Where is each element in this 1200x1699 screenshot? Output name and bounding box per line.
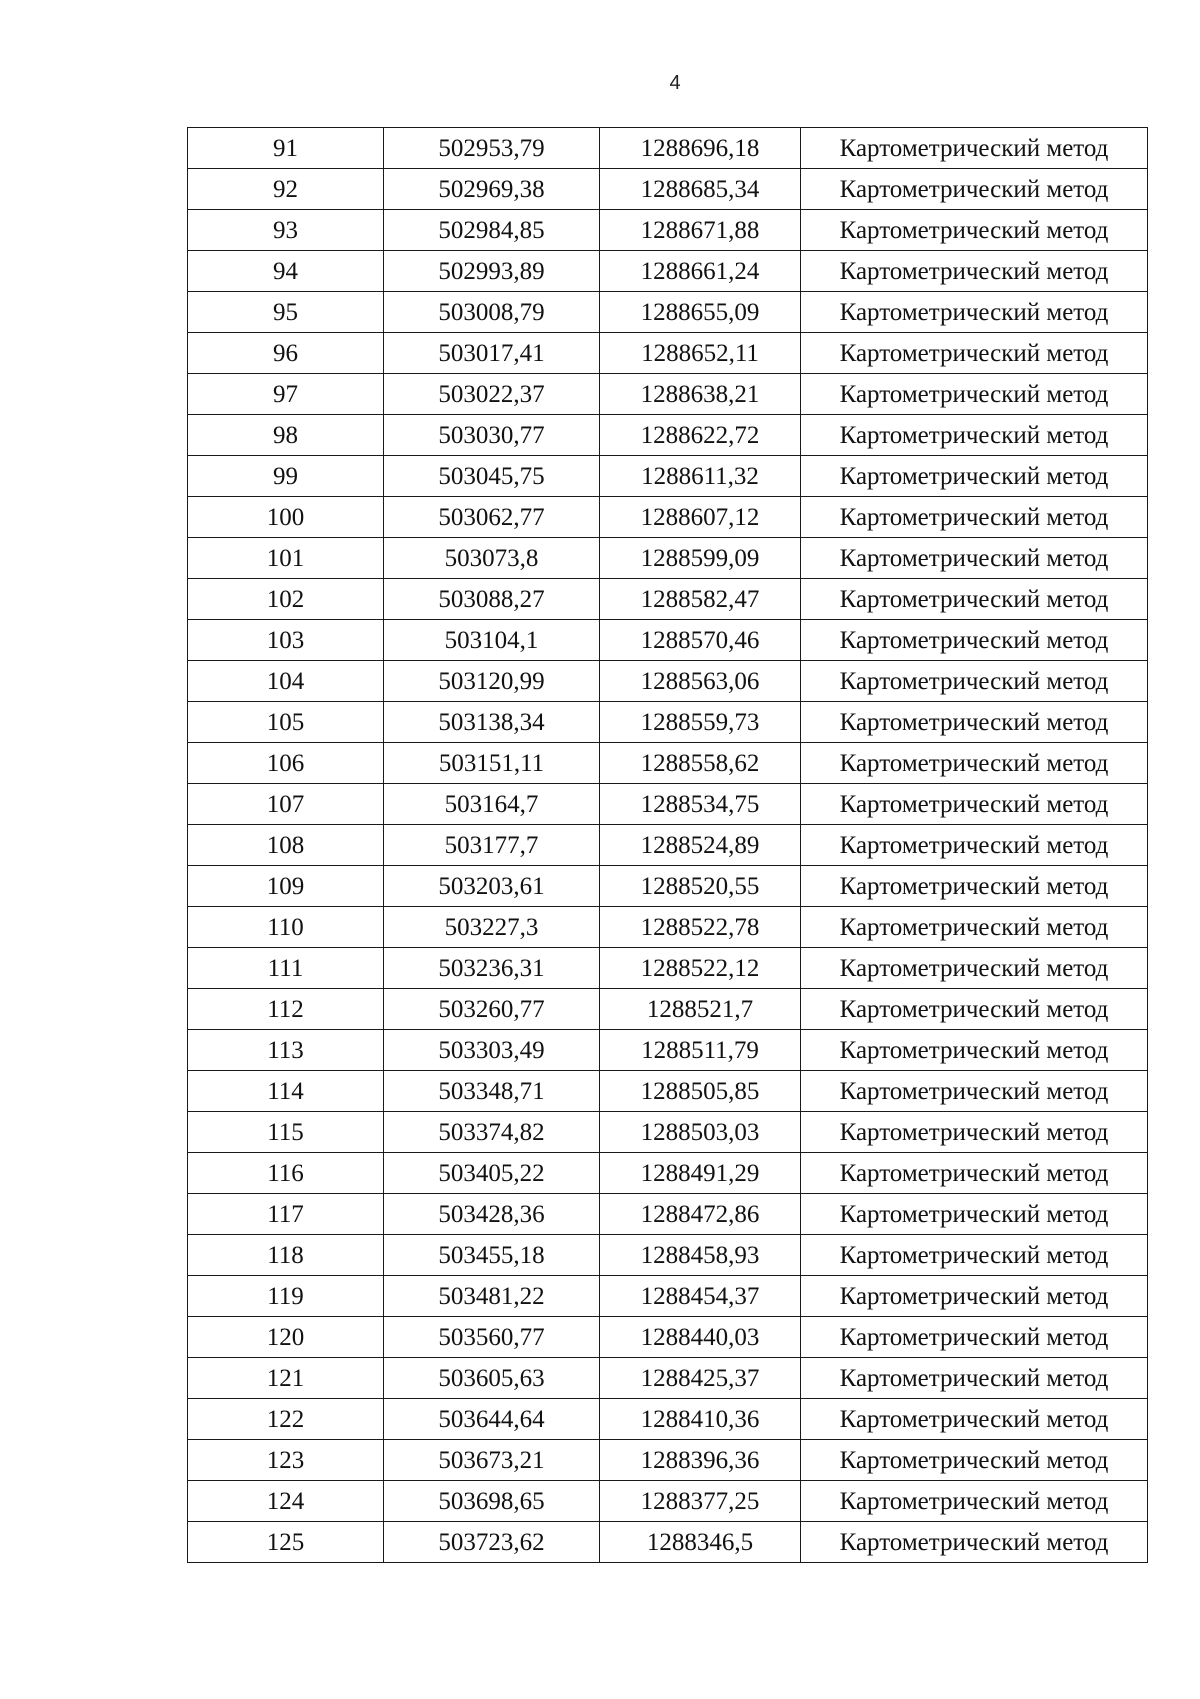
method-cell: Картометрический метод (801, 661, 1148, 702)
x-coordinate-cell: 503203,61 (384, 866, 600, 907)
x-coordinate-cell: 503104,1 (384, 620, 600, 661)
method-cell: Картометрический метод (801, 210, 1148, 251)
y-coordinate-cell: 1288346,5 (600, 1522, 801, 1563)
y-coordinate-cell: 1288655,09 (600, 292, 801, 333)
method-cell: Картометрический метод (801, 1399, 1148, 1440)
table-row (188, 1194, 1148, 1235)
x-coordinate-cell: 503017,41 (384, 333, 600, 374)
page-number: 4 (669, 72, 681, 94)
point-number-cell: 112 (188, 989, 384, 1030)
x-coordinate-cell: 503227,3 (384, 907, 600, 948)
table-row (188, 989, 1148, 1030)
y-coordinate-cell: 1288410,36 (600, 1399, 801, 1440)
point-number-cell: 114 (188, 1071, 384, 1112)
table-row (188, 948, 1148, 989)
table-row (188, 415, 1148, 456)
method-cell: Картометрический метод (801, 1194, 1148, 1235)
table-row (188, 374, 1148, 415)
method-cell: Картометрический метод (801, 1317, 1148, 1358)
table-row (188, 1235, 1148, 1276)
table-row (188, 292, 1148, 333)
y-coordinate-cell: 1288524,89 (600, 825, 801, 866)
point-number-cell: 98 (188, 415, 384, 456)
y-coordinate-cell: 1288505,85 (600, 1071, 801, 1112)
table-row (188, 538, 1148, 579)
x-coordinate-cell: 503030,77 (384, 415, 600, 456)
point-number-cell: 111 (188, 948, 384, 989)
method-cell: Картометрический метод (801, 456, 1148, 497)
y-coordinate-cell: 1288559,73 (600, 702, 801, 743)
point-number-cell: 123 (188, 1440, 384, 1481)
x-coordinate-cell: 502993,89 (384, 251, 600, 292)
table-row (188, 743, 1148, 784)
point-number-cell: 104 (188, 661, 384, 702)
y-coordinate-cell: 1288582,47 (600, 579, 801, 620)
method-cell: Картометрический метод (801, 948, 1148, 989)
y-coordinate-cell: 1288611,32 (600, 456, 801, 497)
table-row (188, 1481, 1148, 1522)
y-coordinate-cell: 1288522,12 (600, 948, 801, 989)
table-row (188, 456, 1148, 497)
point-number-cell: 94 (188, 251, 384, 292)
x-coordinate-cell: 503045,75 (384, 456, 600, 497)
method-cell: Картометрический метод (801, 743, 1148, 784)
x-coordinate-cell: 502953,79 (384, 128, 600, 169)
x-coordinate-cell: 503151,11 (384, 743, 600, 784)
x-coordinate-cell: 503022,37 (384, 374, 600, 415)
table-row (188, 1030, 1148, 1071)
point-number-cell: 92 (188, 169, 384, 210)
method-cell: Картометрический метод (801, 1481, 1148, 1522)
method-cell: Картометрический метод (801, 497, 1148, 538)
table-row (188, 1440, 1148, 1481)
point-number-cell: 97 (188, 374, 384, 415)
table-row (188, 1071, 1148, 1112)
point-number-cell: 118 (188, 1235, 384, 1276)
coordinates-table-body (188, 128, 1148, 1563)
x-coordinate-cell: 503177,7 (384, 825, 600, 866)
point-number-cell: 100 (188, 497, 384, 538)
point-number-cell: 109 (188, 866, 384, 907)
y-coordinate-cell: 1288472,86 (600, 1194, 801, 1235)
table-row (188, 128, 1148, 169)
x-coordinate-cell: 503348,71 (384, 1071, 600, 1112)
y-coordinate-cell: 1288685,34 (600, 169, 801, 210)
point-number-cell: 116 (188, 1153, 384, 1194)
table-row (188, 1522, 1148, 1563)
point-number-cell: 99 (188, 456, 384, 497)
table-row (188, 866, 1148, 907)
table-row (188, 1358, 1148, 1399)
y-coordinate-cell: 1288377,25 (600, 1481, 801, 1522)
method-cell: Картометрический метод (801, 907, 1148, 948)
method-cell: Картометрический метод (801, 579, 1148, 620)
y-coordinate-cell: 1288661,24 (600, 251, 801, 292)
table-row (188, 333, 1148, 374)
method-cell: Картометрический метод (801, 1522, 1148, 1563)
table-row (188, 661, 1148, 702)
point-number-cell: 96 (188, 333, 384, 374)
x-coordinate-cell: 503138,34 (384, 702, 600, 743)
x-coordinate-cell: 503723,62 (384, 1522, 600, 1563)
y-coordinate-cell: 1288570,46 (600, 620, 801, 661)
x-coordinate-cell: 503008,79 (384, 292, 600, 333)
method-cell: Картометрический метод (801, 1358, 1148, 1399)
x-coordinate-cell: 503303,49 (384, 1030, 600, 1071)
x-coordinate-cell: 502969,38 (384, 169, 600, 210)
point-number-cell: 120 (188, 1317, 384, 1358)
method-cell: Картометрический метод (801, 825, 1148, 866)
x-coordinate-cell: 502984,85 (384, 210, 600, 251)
y-coordinate-cell: 1288607,12 (600, 497, 801, 538)
point-number-cell: 108 (188, 825, 384, 866)
x-coordinate-cell: 503605,63 (384, 1358, 600, 1399)
method-cell: Картометрический метод (801, 415, 1148, 456)
y-coordinate-cell: 1288458,93 (600, 1235, 801, 1276)
method-cell: Картометрический метод (801, 292, 1148, 333)
table-row (188, 251, 1148, 292)
y-coordinate-cell: 1288503,03 (600, 1112, 801, 1153)
x-coordinate-cell: 503088,27 (384, 579, 600, 620)
table-row (188, 169, 1148, 210)
x-coordinate-cell: 503374,82 (384, 1112, 600, 1153)
point-number-cell: 107 (188, 784, 384, 825)
y-coordinate-cell: 1288558,62 (600, 743, 801, 784)
y-coordinate-cell: 1288396,36 (600, 1440, 801, 1481)
method-cell: Картометрический метод (801, 866, 1148, 907)
method-cell: Картометрический метод (801, 1153, 1148, 1194)
point-number-cell: 119 (188, 1276, 384, 1317)
method-cell: Картометрический метод (801, 1235, 1148, 1276)
y-coordinate-cell: 1288520,55 (600, 866, 801, 907)
y-coordinate-cell: 1288534,75 (600, 784, 801, 825)
point-number-cell: 117 (188, 1194, 384, 1235)
table-row (188, 907, 1148, 948)
method-cell: Картометрический метод (801, 989, 1148, 1030)
coordinates-table (187, 127, 1148, 1563)
point-number-cell: 101 (188, 538, 384, 579)
y-coordinate-cell: 1288599,09 (600, 538, 801, 579)
method-cell: Картометрический метод (801, 1112, 1148, 1153)
table-row (188, 620, 1148, 661)
point-number-cell: 105 (188, 702, 384, 743)
x-coordinate-cell: 503164,7 (384, 784, 600, 825)
method-cell: Картометрический метод (801, 169, 1148, 210)
method-cell: Картометрический метод (801, 620, 1148, 661)
point-number-cell: 110 (188, 907, 384, 948)
y-coordinate-cell: 1288511,79 (600, 1030, 801, 1071)
x-coordinate-cell: 503062,77 (384, 497, 600, 538)
x-coordinate-cell: 503073,8 (384, 538, 600, 579)
point-number-cell: 121 (188, 1358, 384, 1399)
point-number-cell: 113 (188, 1030, 384, 1071)
x-coordinate-cell: 503644,64 (384, 1399, 600, 1440)
x-coordinate-cell: 503455,18 (384, 1235, 600, 1276)
x-coordinate-cell: 503236,31 (384, 948, 600, 989)
table-row (188, 579, 1148, 620)
method-cell: Картометрический метод (801, 1276, 1148, 1317)
method-cell: Картометрический метод (801, 1071, 1148, 1112)
point-number-cell: 106 (188, 743, 384, 784)
point-number-cell: 103 (188, 620, 384, 661)
table-row (188, 210, 1148, 251)
method-cell: Картометрический метод (801, 333, 1148, 374)
y-coordinate-cell: 1288521,7 (600, 989, 801, 1030)
y-coordinate-cell: 1288652,11 (600, 333, 801, 374)
method-cell: Картометрический метод (801, 1440, 1148, 1481)
point-number-cell: 125 (188, 1522, 384, 1563)
y-coordinate-cell: 1288491,29 (600, 1153, 801, 1194)
y-coordinate-cell: 1288671,88 (600, 210, 801, 251)
method-cell: Картометрический метод (801, 128, 1148, 169)
table-row (188, 784, 1148, 825)
x-coordinate-cell: 503673,21 (384, 1440, 600, 1481)
y-coordinate-cell: 1288454,37 (600, 1276, 801, 1317)
y-coordinate-cell: 1288638,21 (600, 374, 801, 415)
point-number-cell: 115 (188, 1112, 384, 1153)
method-cell: Картометрический метод (801, 538, 1148, 579)
x-coordinate-cell: 503428,36 (384, 1194, 600, 1235)
x-coordinate-cell: 503120,99 (384, 661, 600, 702)
point-number-cell: 124 (188, 1481, 384, 1522)
table-row (188, 497, 1148, 538)
table-row (188, 1399, 1148, 1440)
table-row (188, 1276, 1148, 1317)
table-row (188, 702, 1148, 743)
method-cell: Картометрический метод (801, 702, 1148, 743)
method-cell: Картометрический метод (801, 374, 1148, 415)
method-cell: Картометрический метод (801, 251, 1148, 292)
table-row (188, 1317, 1148, 1358)
table-row (188, 1153, 1148, 1194)
x-coordinate-cell: 503260,77 (384, 989, 600, 1030)
x-coordinate-cell: 503698,65 (384, 1481, 600, 1522)
point-number-cell: 91 (188, 128, 384, 169)
y-coordinate-cell: 1288522,78 (600, 907, 801, 948)
y-coordinate-cell: 1288563,06 (600, 661, 801, 702)
point-number-cell: 122 (188, 1399, 384, 1440)
point-number-cell: 102 (188, 579, 384, 620)
method-cell: Картометрический метод (801, 784, 1148, 825)
x-coordinate-cell: 503481,22 (384, 1276, 600, 1317)
x-coordinate-cell: 503560,77 (384, 1317, 600, 1358)
table-row (188, 825, 1148, 866)
method-cell: Картометрический метод (801, 1030, 1148, 1071)
point-number-cell: 95 (188, 292, 384, 333)
y-coordinate-cell: 1288622,72 (600, 415, 801, 456)
point-number-cell: 93 (188, 210, 384, 251)
y-coordinate-cell: 1288440,03 (600, 1317, 801, 1358)
y-coordinate-cell: 1288696,18 (600, 128, 801, 169)
y-coordinate-cell: 1288425,37 (600, 1358, 801, 1399)
table-row (188, 1112, 1148, 1153)
x-coordinate-cell: 503405,22 (384, 1153, 600, 1194)
